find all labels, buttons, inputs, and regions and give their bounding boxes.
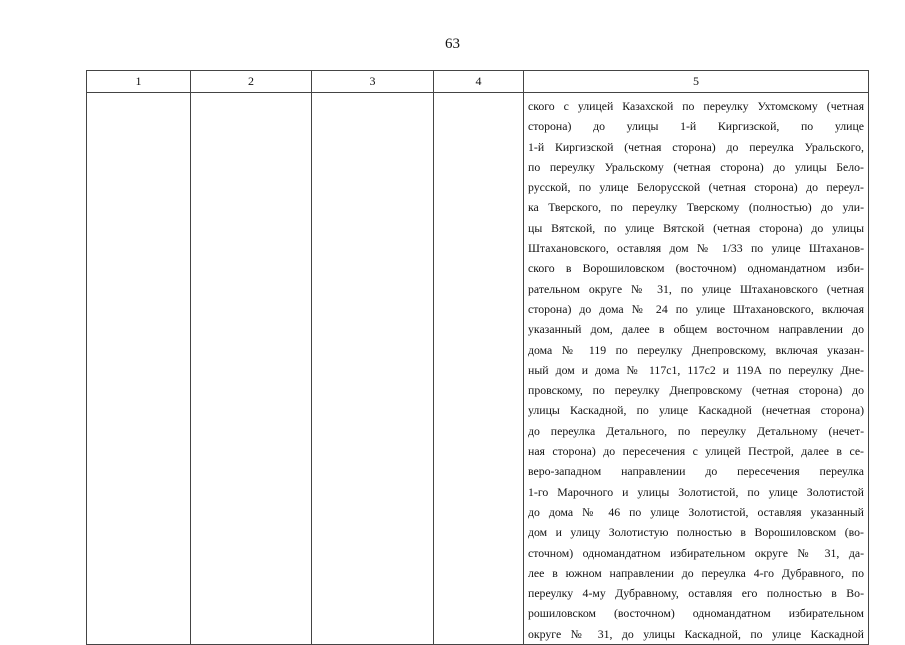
- text-line: цы Вятской, по улице Вятской (четная сторона) до улицы: [528, 220, 864, 235]
- column-header-2: 2: [191, 71, 312, 93]
- text-line: указанный дом, далее в общем восточном направлении до: [528, 322, 864, 337]
- boundary-description-text: [528, 96, 864, 644]
- text-line: сторона) до улицы 1-й Киргизской, по улице: [528, 119, 864, 134]
- text-line: до дома № 46 по улице Золотистой, оставляя указанный: [528, 504, 864, 519]
- text-line: лее в южном направлении до переулка 4-го Дубравного, по: [528, 565, 864, 580]
- text-line: переулку 4-му Дубравному, оставляя его полностью в Во-: [528, 586, 864, 601]
- text-line: ского в Ворошиловском (восточном) одномандатном изби-: [528, 261, 864, 276]
- column-header-5: 5: [524, 71, 869, 93]
- text-line: сточном) одномандатном избирательном округе № 31, да-: [528, 545, 864, 560]
- cell-col-3: [312, 93, 434, 645]
- text-line: русской, по улице Белорусской (четная сторона) до переул-: [528, 180, 864, 195]
- text-line: рательном округе № 31, по улице Штахановского (четная: [528, 281, 864, 296]
- text-line: ный дом и дома № 117с1, 117с2 и 119А по переулку Дне-: [528, 362, 864, 377]
- text-line: по переулку Уральскому (четная сторона) до улицы Бело-: [528, 159, 864, 174]
- text-line: ского с улицей Казахской по переулку Ухтомскому (четная: [528, 99, 864, 113]
- text-line: ная сторона) до пересечения с улицей Пестрой, далее в се-: [528, 444, 864, 459]
- text-line: Штахановского, оставляя дом № 1/33 по улице Штаханов-: [528, 241, 864, 256]
- column-header-1: 1: [87, 71, 191, 93]
- text-line: округе № 31, до улицы Каскадной, по улице Каскадной: [528, 626, 864, 641]
- text-line: до переулка Детального, по переулку Детальному (нечет-: [528, 423, 864, 438]
- text-line: сторона) до дома № 24 по улице Штахановского, включая: [528, 301, 864, 316]
- boundary-description-cell: [524, 93, 869, 645]
- text-line: провскому, по переулку Днепровскому (четная сторона) до: [528, 383, 864, 398]
- column-header-3: 3: [312, 71, 434, 93]
- cell-col-2: [191, 93, 312, 645]
- header-row: [87, 71, 869, 93]
- text-line: улицы Каскадной, по улице Каскадной (нечетная сторона): [528, 403, 864, 418]
- text-line: рошиловском (восточном) одномандатном избирательном: [528, 606, 864, 621]
- text-line: ка Тверского, по переулку Тверскому (полностью) до ули-: [528, 200, 864, 215]
- table-row: [87, 93, 869, 645]
- district-boundary-table: [86, 70, 869, 645]
- text-line: дома № 119 по переулку Днепровскому, включая указан-: [528, 342, 864, 357]
- text-line: 1-й Киргизской (четная сторона) до переулка Уральского,: [528, 139, 864, 154]
- column-header-4: 4: [434, 71, 524, 93]
- text-line: дом и улицу Золотистую полностью в Ворошиловском (во-: [528, 525, 864, 540]
- text-line: веро-западном направлении до пересечения переулка: [528, 464, 864, 479]
- page-number: 63: [445, 36, 460, 52]
- text-line: 1-го Марочного и улицы Золотистой, по улице Золотистой: [528, 484, 864, 499]
- cell-col-1: [87, 93, 191, 645]
- cell-col-4: [434, 93, 524, 645]
